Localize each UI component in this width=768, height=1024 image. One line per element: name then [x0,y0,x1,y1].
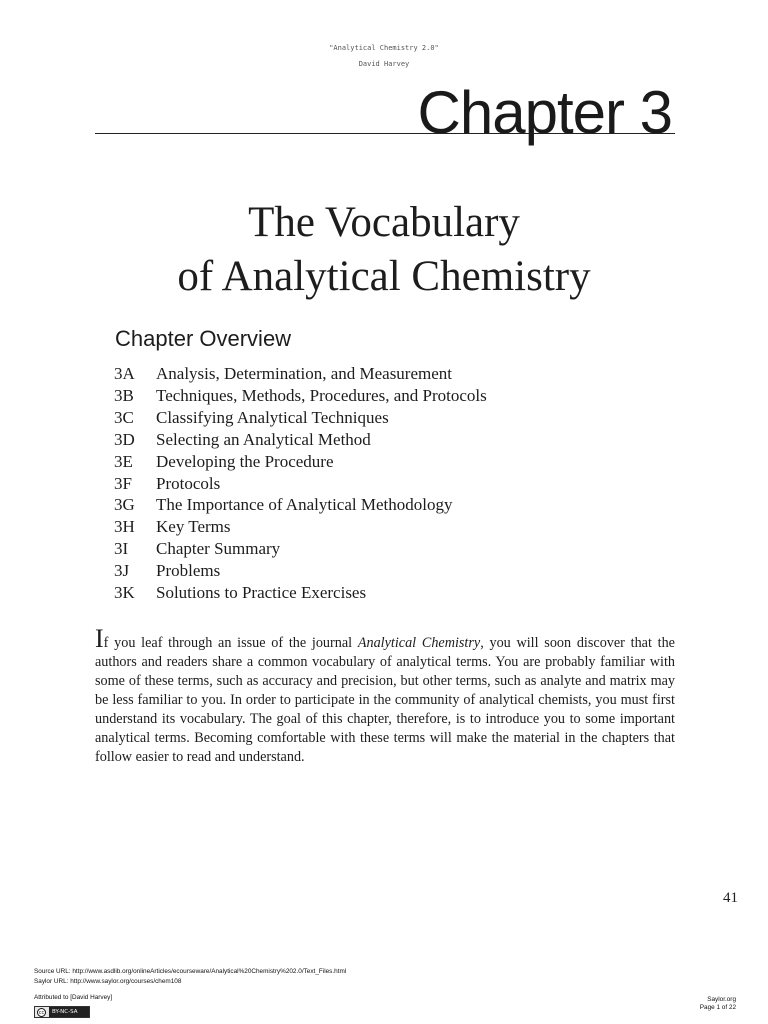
overview-item [114,363,487,385]
chapter-title-line2: of Analytical Chemistry [177,253,591,300]
overview-item-code: 3C [114,407,134,427]
overview-item-text: Key Terms [156,517,231,537]
attribution: Attributed to [David Harvey] [34,994,113,1001]
license-badge [34,1006,90,1018]
overview-item-text: Problems [156,561,221,581]
intro-text-part1: f you leaf through an issue of the journal [103,635,358,652]
overview-item-text: Classifying Analytical Techniques [156,407,389,427]
drop-cap: I [95,624,104,654]
footer-page-count: Page 1 of 22 [699,1004,736,1011]
overview-item [114,385,487,407]
overview-item-code: 3I [114,539,129,559]
chapter-heading: Chapter 3 [417,79,672,146]
overview-item-text: Protocols [156,473,221,493]
chapter-title-line1: The Vocabulary [248,199,520,246]
overview-item [114,560,487,582]
overview-item-code: 3E [114,451,133,471]
overview-item-code: 3G [114,495,135,515]
overview-item-text: The Importance of Analytical Methodology [156,495,453,515]
chapter-rule [95,133,675,134]
license-badge-text: BY-NC-SA [49,1007,89,1017]
intro-paragraph [95,624,675,767]
overview-item [114,494,487,516]
chapter-overview-heading: Chapter Overview [115,326,292,351]
overview-item [114,473,487,495]
chapter-overview-list [114,363,487,604]
overview-item-code: 3D [114,429,135,449]
overview-item [114,538,487,560]
overview-item-text: Developing the Procedure [156,451,334,471]
overview-item-code: 3H [114,517,135,537]
source-url: Source URL: http://www.asdlib.org/onlineArticles/ecourseware/Analytical%20Chemistry%202.0/Text_Files.html [34,968,347,975]
document-header-title: "Analytical Chemistry 2.0" [329,44,439,52]
overview-item-code: 3J [114,561,130,581]
overview-item-text: Analysis, Determination, and Measurement [156,364,453,383]
overview-item-text: Techniques, Methods, Procedures, and Protocols [156,385,487,405]
overview-item [114,451,487,473]
journal-name: Analytical Chemistry [357,635,481,652]
overview-item [114,429,487,451]
overview-item-code: 3B [114,385,134,405]
overview-item-text: Chapter Summary [156,539,281,559]
overview-item-text: Selecting an Analytical Method [156,429,371,449]
intro-text-part2: , you will soon discover that the authors and readers share a common vocabulary of analytical terms. You are probably familiar with some of these terms, such as accuracy and precision, but other terms, such as analyte and matrix may be less familiar to you. In order to participate in the community of analytical chemists, you must first understand its vocabulary. The goal of this chapter, therefore, is to introduce you to some important analytical terms. Becoming comfortable with these terms will make the material in the chapters that follow easier to read and understand. [95,635,675,766]
document-header-author: David Harvey [358,60,410,68]
overview-item [114,516,487,538]
overview-item [114,582,487,604]
overview-item-code: 3A [114,364,135,383]
chapter-title [0,196,768,304]
cc-icon: cc [38,1009,45,1016]
page-number: 41 [723,890,738,906]
overview-item-code: 3K [114,583,135,603]
saylor-url: Saylor URL: http://www.saylor.org/courses/chem108 [34,978,182,985]
overview-item-code: 3F [114,473,132,493]
footer-site: Saylor.org [707,996,736,1003]
overview-item [114,407,487,429]
overview-item-text: Solutions to Practice Exercises [156,583,367,603]
